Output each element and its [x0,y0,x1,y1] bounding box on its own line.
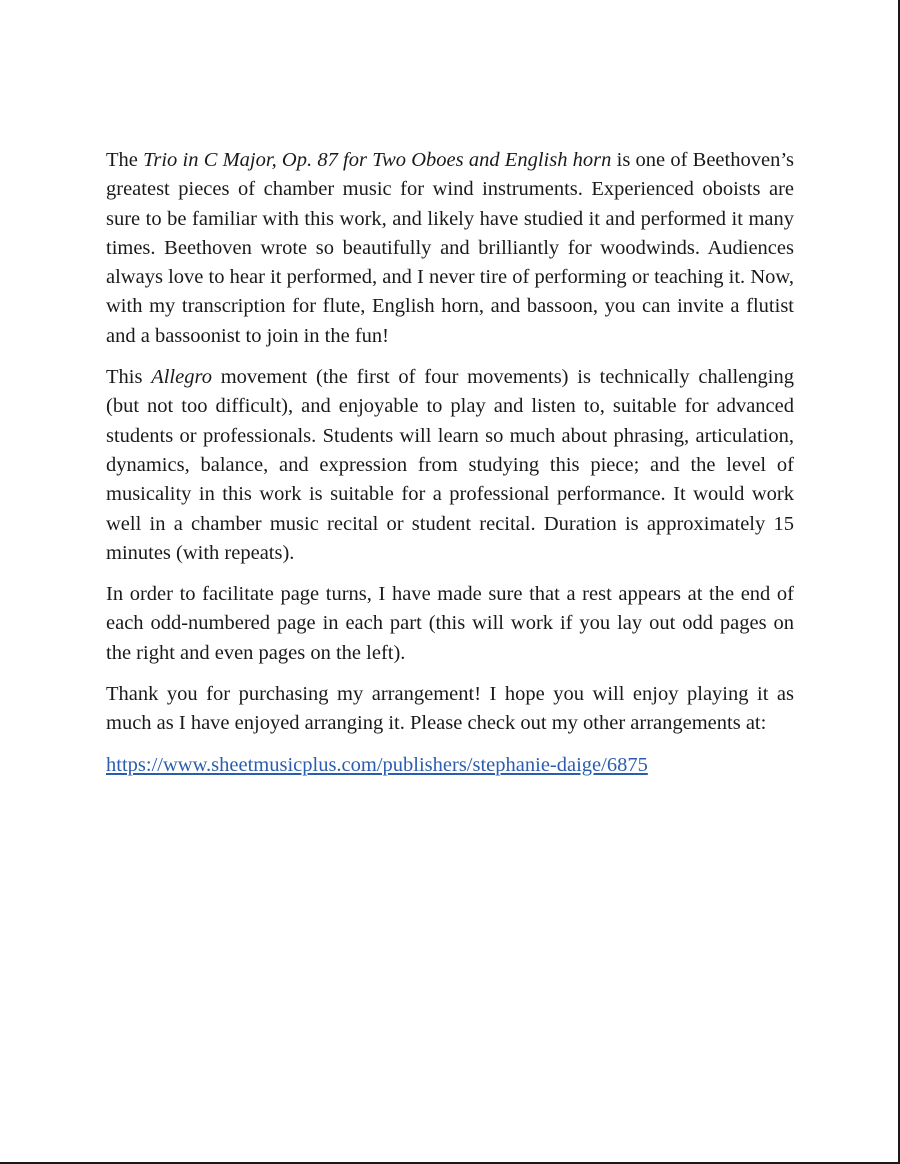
paragraph-page-turns: In order to facilitate page turns, I have made sure that a rest appears at the end of each odd-numbered page in each part (this will work if you lay out odd pages on the right and even pages on the left). [106,583,794,664]
paragraph-thanks: Thank you for purchasing my arrangement! I hope you will enjoy playing it as much as I have enjoyed arranging it. Please check out my other arrangements at: [106,683,794,735]
paragraph-movement [106,363,794,568]
paragraph-intro-body: is one of Beethoven’s greatest pieces of chamber music for wind instruments. Experienced oboists are sure to be familiar with this work, and likely have studied it and performed it many times. Beethoven wrote so beautifully and brilliantly for woodwinds. Audiences always love to hear it performed, and I never tire of performing or teaching it. Now, with my transcription for flute, English horn, and bassoon, you can invite a flutist and a bassoonist to join in the fun! [106,149,794,347]
paragraph-movement-lead: This [106,366,152,389]
publisher-link[interactable]: https://www.sheetmusicplus.com/publishers/stephanie-daige/6875 [106,753,648,776]
paragraph-intro-lead: The [106,149,144,171]
document-body [106,146,794,792]
paragraph-movement-body: movement (the first of four movements) is technically challenging (but not too difficult), and enjoyable to play and listen to, suitable for advanced students or professionals. Students will learn so much about phrasing, articulation, dynamics, balance, and expression from studying this piece; and the level of musicality in this work is suitable for a professional performance. It would work well in a chamber music recital or student recital. Duration is approximately 15 minutes (with repeats). [106,366,795,564]
paragraph-intro [106,146,794,351]
movement-title: Allegro [151,366,212,389]
paragraph-link [106,751,794,780]
work-title: Trio in C Major, Op. 87 for Two Oboes and English horn [143,149,612,171]
